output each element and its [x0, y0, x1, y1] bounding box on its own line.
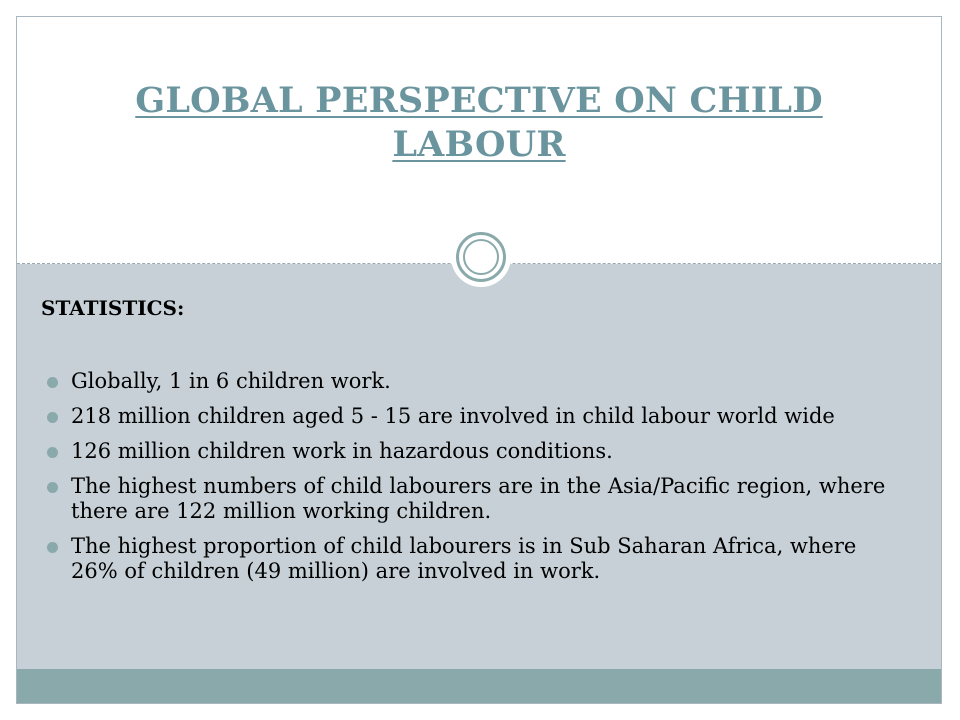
list-item	[41, 474, 901, 524]
list-item	[41, 534, 901, 584]
statistics-list	[41, 369, 901, 594]
list-item	[41, 439, 901, 464]
bullet-icon	[47, 412, 58, 423]
bullet-icon	[47, 447, 58, 458]
list-item	[41, 369, 901, 394]
circle-ornament-icon	[451, 227, 511, 287]
bullet-text: 218 million children aged 5 - 15 are involved in child labour world wide	[71, 404, 835, 428]
bullet-text: The highest proportion of child labourers is in Sub Saharan Africa, where 26% of children (49 million) are involved in work.	[71, 534, 857, 583]
statistics-heading: STATISTICS:	[41, 296, 185, 320]
footer-band	[17, 669, 941, 703]
list-item	[41, 404, 901, 429]
circle-inner	[463, 239, 499, 275]
circle-ring	[456, 232, 506, 282]
slide	[16, 16, 942, 704]
slide-title: GLOBAL PERSPECTIVE ON CHILD LABOUR	[135, 80, 823, 165]
bullet-text: The highest numbers of child labourers are in the Asia/Pacific region, where there are 122 million working children.	[71, 474, 886, 523]
bullet-text: Globally, 1 in 6 children work.	[71, 369, 391, 393]
bullet-text: 126 million children work in hazardous conditions.	[71, 439, 613, 463]
bullet-icon	[47, 482, 58, 493]
bullet-icon	[47, 542, 58, 553]
bullet-icon	[47, 377, 58, 388]
